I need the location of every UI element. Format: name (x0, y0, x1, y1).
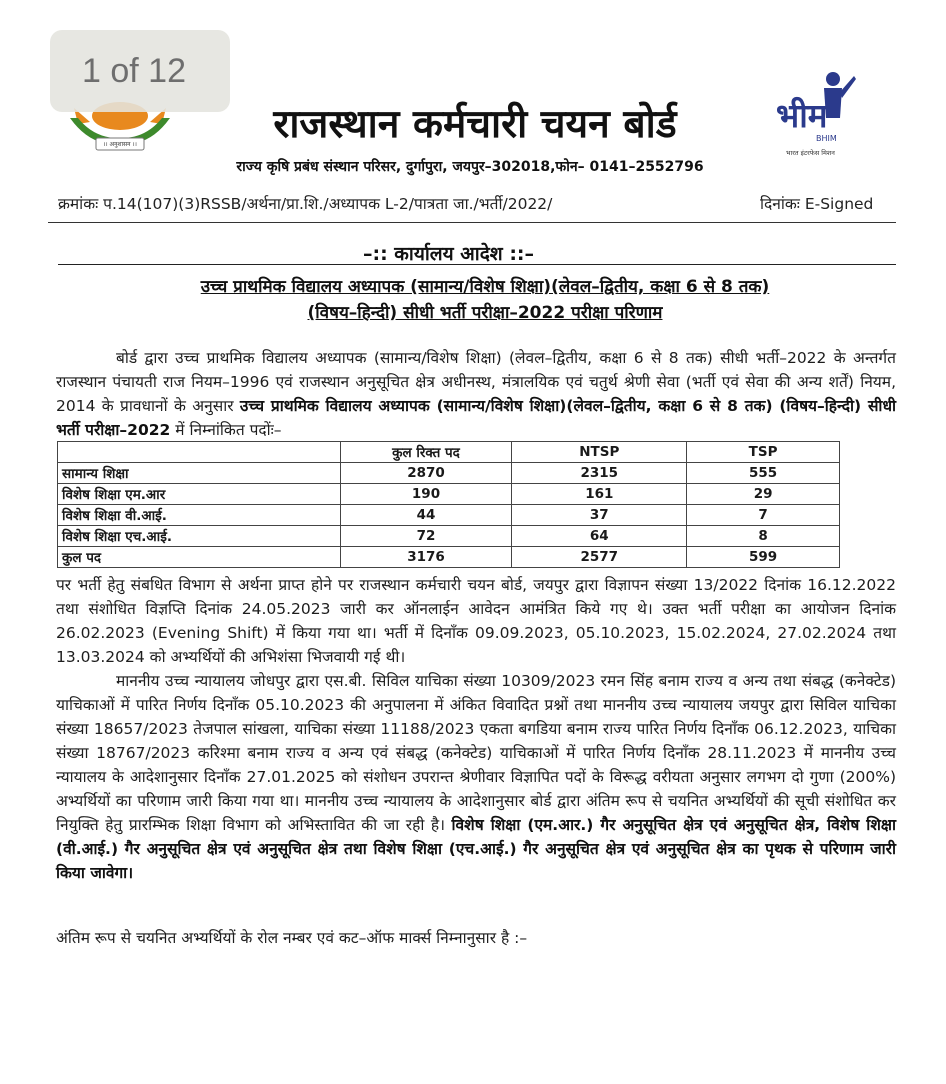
paragraph-1 (56, 346, 896, 442)
table-header-row (58, 442, 840, 463)
table-cell: 2870 (340, 463, 512, 484)
paragraph-1-text: बोर्ड द्वारा उच्च प्राथमिक विद्यालय अध्यापक (सामान्य/विशेष शिक्षा) (लेवल–द्वितीय, कक्षा 6 से 8 तक) सीधी भर्ती–2022 के अन्तर्गत राजस्थान पंचायती राज नियम–1996 एवं राजस्थान अनुसूचित क्षेत्र अधीनस्थ, मंत्रालयिक एवं चतुर्थ श्रेणी सेवा (भर्ती एवं सेवा की अन्य शर्तें) नियम, 2014 के प्रावधानों के अनुसार (56, 349, 896, 415)
paragraph-3-text: माननीय उच्च न्यायालय जोधपुर द्वारा एस.बी. सिविल याचिका संख्या 10309/2023 रमन सिंह बनाम राज्य व अन्य तथा संबद्ध (कनेक्टेड) याचिकाओं में पारित निर्णय दिनाँक 05.10.2023 की अनुपालना में अंकित विवादित प्रश्नों तथा माननीय उच्च न्यायालय जयपुर द्वारा सिविल याचिका संख्या 18657/2023 तेजपाल सांखला, याचिका संख्या 11188/2023 एकता बगडिया बनाम राज्य पारित निर्णय दिनाँक 06.12.2023, याचिका संख्या 18767/2023 करिश्मा बनाम राज्य व अन्य एवं संबद्ध (कनेक्टेड) याचिकाओं में पारित निर्णय दिनाँक 28.11.2023 में माननीय उच्च न्यायालय के आदेशानुसार दिनाँक 27.01.2025 को संशोधन उपरान्त श्रेणीवार विज्ञापित पदों के विरूद्ध वरीयता अनुसार लगभग दो गुणा (200%) अभ्यर्थियों का परिणाम जारी किया गया था। माननीय उच्च न्यायालय के आदेशानुसार बोर्ड द्वारा अंतिम रूप से चयनित अभ्यर्थियों की सूची संशोधित कर नियुक्ति हेतु प्रारम्भिक शिक्षा विभाग को अभिस्तावित की जा रही है। (56, 672, 896, 834)
bhim-caption: भारत इंटरफेस मिशन (786, 149, 835, 157)
table-cell: विशेष शिक्षा एच.आई. (58, 526, 341, 547)
paragraph-3-bold: विशेष शिक्षा (एम.आर.) गैर अनुसूचित क्षेत्र एवं अनुसूचित क्षेत्र, विशेष शिक्षा (वी.आई.) गैर अनुसूचित क्षेत्र एवं अनुसूचित क्षेत्र तथा विशेष शिक्षा (एच.आई.) गैर अनुसूचित क्षेत्र एवं अनुसूचित क्षेत्र का पृथक से परिणाम जारी किया जावेगा। (56, 816, 896, 882)
header-divider (48, 222, 896, 223)
table-header: TSP (687, 442, 840, 463)
table-row (58, 463, 840, 484)
posts-table (57, 441, 840, 568)
table-total-row (58, 547, 840, 568)
paragraph-2: पर भर्ती हेतु संबधित विभाग से अर्थना प्राप्त होने पर राजस्थान कर्मचारी चयन बोर्ड, जयपुर द्वारा विज्ञापन संख्या 13/2022 दिनांक 16.12.2022 तथा संशोधित विज्ञप्ति दिनांक 24.05.2023 जारी कर ऑनलाईन आवेदन आमंत्रित किये गए थे। उक्त भर्ती परीक्षा का आयोजन दिनांक 26.02.2023 (Evening Shift) में किया गया था। भर्ती में दिनाँक 09.09.2023, 05.10.2023, 15.02.2024, 27.02.2024 तथा 13.03.2024 को अभ्यर्थियों की अभिशंसा भिजवायी गई थी। (56, 576, 896, 666)
table-cell: 3176 (340, 547, 512, 568)
paragraph-1-bold: उच्च प्राथमिक विद्यालय अध्यापक (सामान्य/विशेष शिक्षा)(लेवल–द्वितीय, कक्षा 6 से 8 तक) (विषय–हिन्दी) सीधी भर्ती परीक्षा–2022 (56, 397, 896, 439)
paragraph-3 (56, 669, 896, 885)
table-header: NTSP (512, 442, 687, 463)
table-cell: 29 (687, 484, 840, 505)
table-cell: 37 (512, 505, 687, 526)
table-cell: 8 (687, 526, 840, 547)
table-header: कुल रिक्त पद (340, 442, 512, 463)
table-row (58, 505, 840, 526)
table-cell: सामान्य शिक्षा (58, 463, 341, 484)
emblem-motto: ।। अनुशासन ।। (103, 141, 137, 148)
bhim-logo (772, 68, 872, 160)
table-cell: 190 (340, 484, 512, 505)
bhim-logo-text: भीम (776, 96, 828, 135)
reference-number: क्रमांकः प.14(107)(3)RSSB/अर्थना/प्रा.शि./अध्यापक L-2/पात्रता जा./भर्ती/2022/ (58, 195, 553, 213)
reference-date: दिनांकः E-Signed (760, 195, 874, 213)
table-cell: 7 (687, 505, 840, 526)
table-cell: 44 (340, 505, 512, 526)
table-row (58, 526, 840, 547)
table-cell: 599 (687, 547, 840, 568)
table-cell: 64 (512, 526, 687, 547)
paragraph-4: अंतिम रूप से चयनित अभ्यर्थियों के रोल नम्बर एवं कट–ऑफ मार्क्स निम्नानुसार है :– (56, 929, 528, 947)
page-counter[interactable]: 1 of 12 (50, 30, 230, 112)
subject-line-2: (विषय–हिन्दी) सीधी भर्ती परीक्षा–2022 परीक्षा परिणाम (307, 303, 663, 323)
organization-name: राजस्थान कर्मचारी चयन बोर्ड (273, 101, 677, 147)
organization-address: राज्य कृषि प्रबंध संस्थान परिसर, दुर्गापुरा, जयपुर–302018,फोन– 0141–2552796 (236, 159, 704, 175)
heading-divider (58, 264, 896, 265)
table-cell: 2315 (512, 463, 687, 484)
table-cell: 2577 (512, 547, 687, 568)
table-cell: विशेष शिक्षा वी.आई. (58, 505, 341, 526)
table-cell: 555 (687, 463, 840, 484)
subject (100, 274, 870, 326)
subject-line-1: उच्च प्राथमिक विद्यालय अध्यापक (सामान्य/विशेष शिक्षा)(लेवल–द्वितीय, कक्षा 6 से 8 तक) (200, 277, 770, 297)
table-row (58, 484, 840, 505)
bhim-brand: BHIM (816, 134, 837, 143)
order-heading: –:: कार्यालय आदेश ::– (363, 243, 535, 265)
table-cell: कुल पद (58, 547, 341, 568)
table-header (58, 442, 341, 463)
table-cell: 161 (512, 484, 687, 505)
paragraph-1-tail: में निम्नांकित पदोंः– (170, 421, 282, 439)
table-cell: विशेष शिक्षा एम.आर (58, 484, 341, 505)
table-cell: 72 (340, 526, 512, 547)
